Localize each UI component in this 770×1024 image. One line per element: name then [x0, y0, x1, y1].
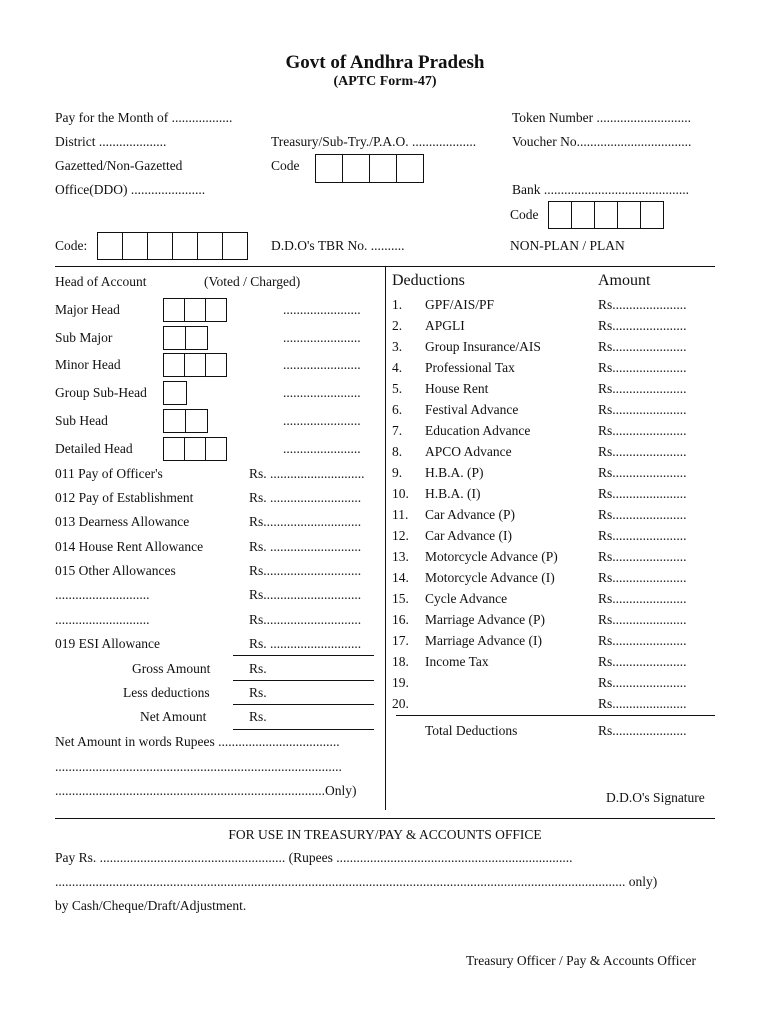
office-ddo-field[interactable]: Office(DDO) ...................... [55, 182, 206, 197]
minor-head-boxes[interactable] [164, 353, 227, 377]
treasury-officer-label: Treasury Officer / Pay & Accounts Officer [466, 953, 696, 968]
detailed-head-boxes[interactable] [164, 437, 227, 461]
deduction-number: 12. [392, 528, 409, 543]
deduction-label: Marriage Advance (P) [425, 612, 545, 627]
deduction-number: 13. [392, 549, 409, 564]
item-label: 014 House Rent Allowance [55, 539, 204, 554]
treasury-code-label: Code [271, 158, 300, 173]
deduction-number: 15. [392, 591, 409, 606]
item-amount[interactable]: Rs. ........................... [249, 636, 362, 651]
deduction-label: Car Advance (P) [425, 507, 515, 522]
minor-head-dots[interactable]: ....................... [283, 357, 361, 372]
deduction-amount[interactable]: Rs...................... [598, 360, 687, 375]
deduction-amount[interactable]: Rs...................... [598, 528, 687, 543]
deduction-label: Motorcycle Advance (I) [425, 570, 555, 585]
deduction-label: APCO Advance [425, 444, 512, 459]
ddo-code-label: Code: [55, 238, 88, 253]
treasury-code-boxes[interactable] [316, 154, 424, 183]
totals-rule [233, 729, 374, 730]
treasury-field[interactable]: Treasury/Sub-Try./P.A.O. ................... [271, 134, 477, 149]
net-amount-words-line3[interactable]: ................................................................................Only) [55, 783, 357, 798]
plan-label: NON-PLAN / PLAN [510, 238, 625, 253]
net-amount-words-line2[interactable]: ..................................................................................... [55, 759, 342, 774]
item-amount[interactable]: Rs. ........................... [249, 490, 362, 505]
deduction-amount[interactable]: Rs...................... [598, 486, 687, 501]
token-number-field[interactable]: Token Number ............................ [512, 110, 692, 125]
deduction-amount[interactable]: Rs...................... [598, 507, 687, 522]
pay-rupees-field[interactable]: Pay Rs. ....................................................... (Rupees ...................................................................... [55, 850, 573, 865]
deduction-number: 14. [392, 570, 409, 585]
item-label: 012 Pay of Establishment [55, 490, 194, 505]
gross-amount-field[interactable]: Rs. [249, 661, 267, 676]
deduction-number: 17. [392, 633, 409, 648]
totals-rule [233, 680, 374, 681]
item-label[interactable]: ............................ [55, 612, 150, 627]
net-amount-label: Net Amount [140, 709, 207, 724]
deduction-label: APGLI [425, 318, 465, 333]
sub-major-boxes[interactable] [164, 326, 208, 350]
deduction-amount[interactable]: Rs...................... [598, 318, 687, 333]
deduction-label: Professional Tax [425, 360, 515, 375]
district-field[interactable]: District .................... [55, 134, 167, 149]
item-label: 019 ESI Allowance [55, 636, 160, 651]
totals-rule [233, 655, 374, 656]
ddo-signature-label: D.D.O's Signature [606, 790, 705, 805]
group-sub-head-dots[interactable]: ....................... [283, 385, 361, 400]
deduction-number: 20. [392, 696, 409, 711]
deduction-number: 3. [392, 339, 403, 354]
deduction-amount[interactable]: Rs...................... [598, 696, 687, 711]
pay-month-field[interactable]: Pay for the Month of .................. [55, 110, 233, 125]
deduction-number: 16. [392, 612, 409, 627]
treasury-heading: FOR USE IN TREASURY/PAY & ACCOUNTS OFFICE [228, 827, 542, 842]
tbr-field[interactable]: D.D.O's TBR No. .......... [271, 238, 405, 253]
item-amount[interactable]: Rs............................. [249, 612, 362, 627]
deduction-amount[interactable]: Rs...................... [598, 465, 687, 480]
column-divider [385, 266, 386, 810]
deduction-amount[interactable]: Rs...................... [598, 402, 687, 417]
deduction-number: 2. [392, 318, 403, 333]
deduction-label: Group Insurance/AIS [425, 339, 541, 354]
less-deductions-field[interactable]: Rs. [249, 685, 267, 700]
amount-heading: Amount [598, 272, 651, 289]
bank-field[interactable]: Bank ........................................... [512, 182, 689, 197]
deduction-number: 10. [392, 486, 409, 501]
deduction-amount[interactable]: Rs...................... [598, 654, 687, 669]
deduction-amount[interactable]: Rs...................... [598, 297, 687, 312]
item-amount[interactable]: Rs. ............................ [249, 466, 365, 481]
total-rule [396, 715, 715, 716]
detailed-head-dots[interactable]: ....................... [283, 441, 361, 456]
table-bottom-rule [55, 818, 715, 819]
deduction-amount[interactable]: Rs...................... [598, 570, 687, 585]
deduction-label: Cycle Advance [425, 591, 508, 606]
deduction-number: 19. [392, 675, 409, 690]
deduction-label: H.B.A. (P) [425, 465, 484, 480]
totals-rule [233, 704, 374, 705]
group-sub-head-boxes[interactable] [164, 381, 187, 405]
deduction-label: Education Advance [425, 423, 531, 438]
item-amount[interactable]: Rs. ........................... [249, 539, 362, 554]
deduction-label: H.B.A. (I) [425, 486, 481, 501]
item-amount[interactable]: Rs............................. [249, 563, 362, 578]
deduction-amount[interactable]: Rs...................... [598, 444, 687, 459]
sub-head-boxes[interactable] [164, 409, 208, 433]
net-amount-words[interactable]: Net Amount in words Rupees .................................... [55, 734, 340, 749]
deduction-number: 4. [392, 360, 403, 375]
group-sub-head-label: Group Sub-Head [55, 385, 147, 400]
deduction-number: 1. [392, 297, 403, 312]
item-label: 015 Other Allowances [55, 563, 176, 578]
net-amount-field[interactable]: Rs. [249, 709, 267, 724]
deduction-label: Income Tax [425, 654, 489, 669]
less-deductions-label: Less deductions [123, 685, 210, 700]
deduction-number: 11. [392, 507, 409, 522]
deduction-label: Festival Advance [425, 402, 519, 417]
minor-head-label: Minor Head [55, 357, 121, 372]
deduction-label: Motorcycle Advance (P) [425, 549, 558, 564]
major-head-boxes[interactable] [164, 298, 227, 322]
major-head-dots[interactable]: ....................... [283, 302, 361, 317]
sub-head-label: Sub Head [55, 413, 108, 428]
item-label: 013 Dearness Allowance [55, 514, 190, 529]
deductions-heading: Deductions [392, 272, 465, 289]
voucher-field[interactable]: Voucher No.................................. [512, 134, 692, 149]
deduction-number: 9. [392, 465, 403, 480]
deduction-amount[interactable]: Rs...................... [598, 675, 687, 690]
total-deductions-field[interactable]: Rs...................... [598, 723, 687, 738]
item-amount[interactable]: Rs............................. [249, 587, 362, 602]
bank-code-label: Code [510, 207, 539, 222]
total-deductions-label: Total Deductions [425, 723, 518, 738]
sub-head-dots[interactable]: ....................... [283, 413, 361, 428]
deduction-number: 18. [392, 654, 409, 669]
deduction-amount[interactable]: Rs...................... [598, 633, 687, 648]
deduction-amount[interactable]: Rs...................... [598, 612, 687, 627]
sub-major-dots[interactable]: ....................... [283, 330, 361, 345]
deduction-number: 5. [392, 381, 403, 396]
deduction-amount[interactable]: Rs...................... [598, 549, 687, 564]
bank-code-boxes[interactable] [549, 201, 664, 229]
deduction-label: Marriage Advance (I) [425, 633, 542, 648]
deduction-amount[interactable]: Rs...................... [598, 591, 687, 606]
gazetted-label: Gazetted/Non-Gazetted [55, 158, 183, 173]
deduction-amount[interactable]: Rs...................... [598, 381, 687, 396]
deduction-number: 6. [392, 402, 403, 417]
form-title: Govt of Andhra Pradesh [285, 52, 485, 73]
deduction-label: GPF/AIS/PF [425, 297, 495, 312]
deduction-number: 8. [392, 444, 403, 459]
deduction-amount[interactable]: Rs...................... [598, 423, 687, 438]
deduction-amount[interactable]: Rs...................... [598, 339, 687, 354]
detailed-head-label: Detailed Head [55, 441, 133, 456]
form-subtitle: (APTC Form-47) [333, 74, 437, 89]
payment-mode-label: by Cash/Cheque/Draft/Adjustment. [55, 898, 247, 913]
item-amount[interactable]: Rs............................. [249, 514, 362, 529]
pay-rupees-line2[interactable]: ......................................................................................................................................................................... only) [55, 874, 658, 889]
voted-charged-label: (Voted / Charged) [204, 274, 301, 289]
sub-major-label: Sub Major [55, 330, 113, 345]
ddo-code-boxes[interactable] [98, 232, 248, 260]
major-head-label: Major Head [55, 302, 120, 317]
head-of-account-label: Head of Account [55, 274, 147, 289]
deduction-label: House Rent [425, 381, 489, 396]
item-label[interactable]: ............................ [55, 587, 150, 602]
gross-amount-label: Gross Amount [132, 661, 211, 676]
item-label: 011 Pay of Officer's [55, 466, 163, 481]
deduction-label: Car Advance (I) [425, 528, 512, 543]
deduction-number: 7. [392, 423, 403, 438]
